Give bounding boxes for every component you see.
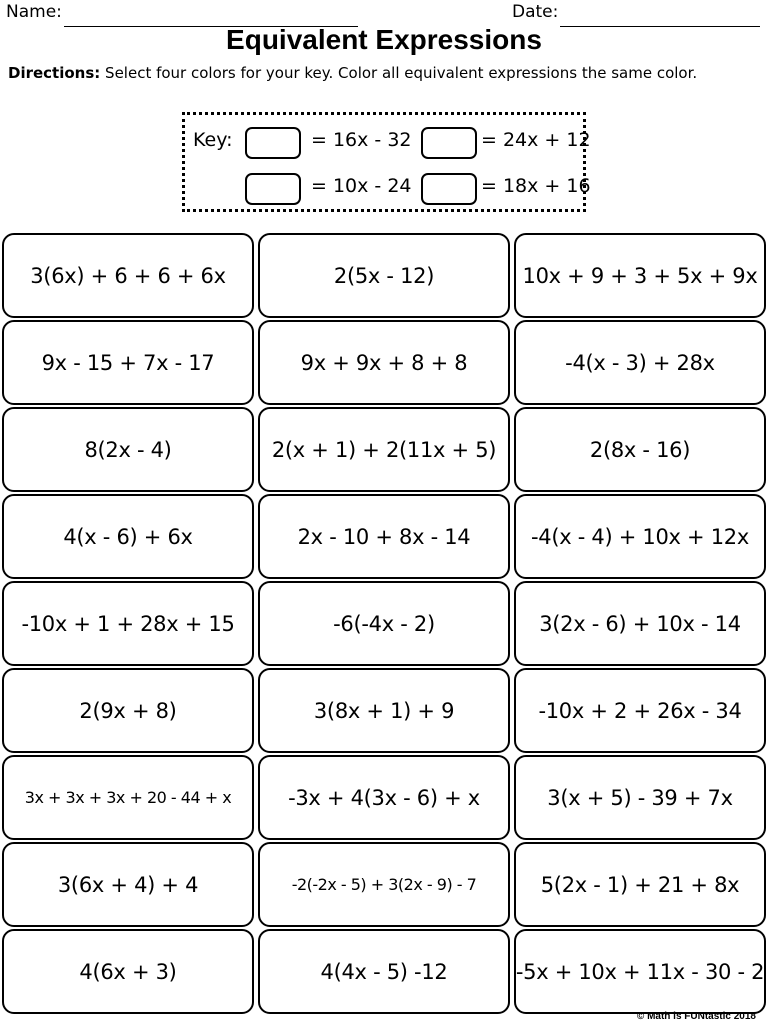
key-swatch-2[interactable] <box>421 127 477 159</box>
color-key <box>182 112 591 212</box>
directions <box>8 64 760 82</box>
expression-cell[interactable]: 2x - 10 + 8x - 14 <box>258 494 510 579</box>
expression-grid <box>0 232 768 1015</box>
expression-cell[interactable]: -10x + 2 + 26x - 34 <box>514 668 766 753</box>
directions-text: Select four colors for your key. Color all equivalent expressions the same color. <box>100 64 698 82</box>
expression-cell[interactable]: 4(x - 6) + 6x <box>2 494 254 579</box>
expression-cell[interactable]: -4(x - 4) + 10x + 12x <box>514 494 766 579</box>
expression-cell[interactable]: 3(2x - 6) + 10x - 14 <box>514 581 766 666</box>
date-label: Date: <box>512 2 559 22</box>
expression-cell[interactable]: 9x + 9x + 8 + 8 <box>258 320 510 405</box>
key-swatch-1[interactable] <box>245 127 301 159</box>
expression-cell[interactable]: 3(6x) + 6 + 6 + 6x <box>2 233 254 318</box>
expression-cell[interactable]: 2(5x - 12) <box>258 233 510 318</box>
expression-cell[interactable]: -6(-4x - 2) <box>258 581 510 666</box>
expression-cell[interactable]: 2(8x - 16) <box>514 407 766 492</box>
expression-cell[interactable]: -3x + 4(3x - 6) + x <box>258 755 510 840</box>
key-expression-2: = 24x + 12 <box>481 129 591 151</box>
key-swatch-4[interactable] <box>421 173 477 205</box>
page-title: Equivalent Expressions <box>226 24 542 55</box>
expression-cell[interactable]: 10x + 9 + 3 + 5x + 9x <box>514 233 766 318</box>
key-expression-1: = 16x - 32 <box>311 129 412 151</box>
expression-cell[interactable]: 4(4x - 5) -12 <box>258 929 510 1014</box>
expression-cell[interactable]: 4(6x + 3) <box>2 929 254 1014</box>
expression-cell[interactable]: 5(2x - 1) + 21 + 8x <box>514 842 766 927</box>
expression-cell[interactable]: -10x + 1 + 28x + 15 <box>2 581 254 666</box>
expression-cell[interactable]: 3(x + 5) - 39 + 7x <box>514 755 766 840</box>
expression-cell[interactable]: 3x + 3x + 3x + 20 - 44 + x <box>2 755 254 840</box>
expression-cell[interactable]: 3(6x + 4) + 4 <box>2 842 254 927</box>
key-expression-4: = 18x + 16 <box>481 175 591 197</box>
directions-label: Directions: <box>8 64 101 82</box>
expression-cell[interactable]: 8(2x - 4) <box>2 407 254 492</box>
key-expression-3: = 10x - 24 <box>311 175 412 197</box>
expression-cell[interactable]: -4(x - 3) + 28x <box>514 320 766 405</box>
expression-cell[interactable]: 9x - 15 + 7x - 17 <box>2 320 254 405</box>
name-label: Name: <box>6 2 62 22</box>
key-label: Key: <box>193 129 233 151</box>
copyright: © Math is FUNtastic 2018 <box>636 1011 756 1022</box>
key-swatch-3[interactable] <box>245 173 301 205</box>
expression-cell[interactable]: 2(x + 1) + 2(11x + 5) <box>258 407 510 492</box>
expression-cell[interactable]: 2(9x + 8) <box>2 668 254 753</box>
expression-cell[interactable]: 3(8x + 1) + 9 <box>258 668 510 753</box>
expression-cell[interactable]: -5x + 10x + 11x - 30 - 2 <box>514 929 766 1014</box>
expression-cell[interactable]: -2(-2x - 5) + 3(2x - 9) - 7 <box>258 842 510 927</box>
